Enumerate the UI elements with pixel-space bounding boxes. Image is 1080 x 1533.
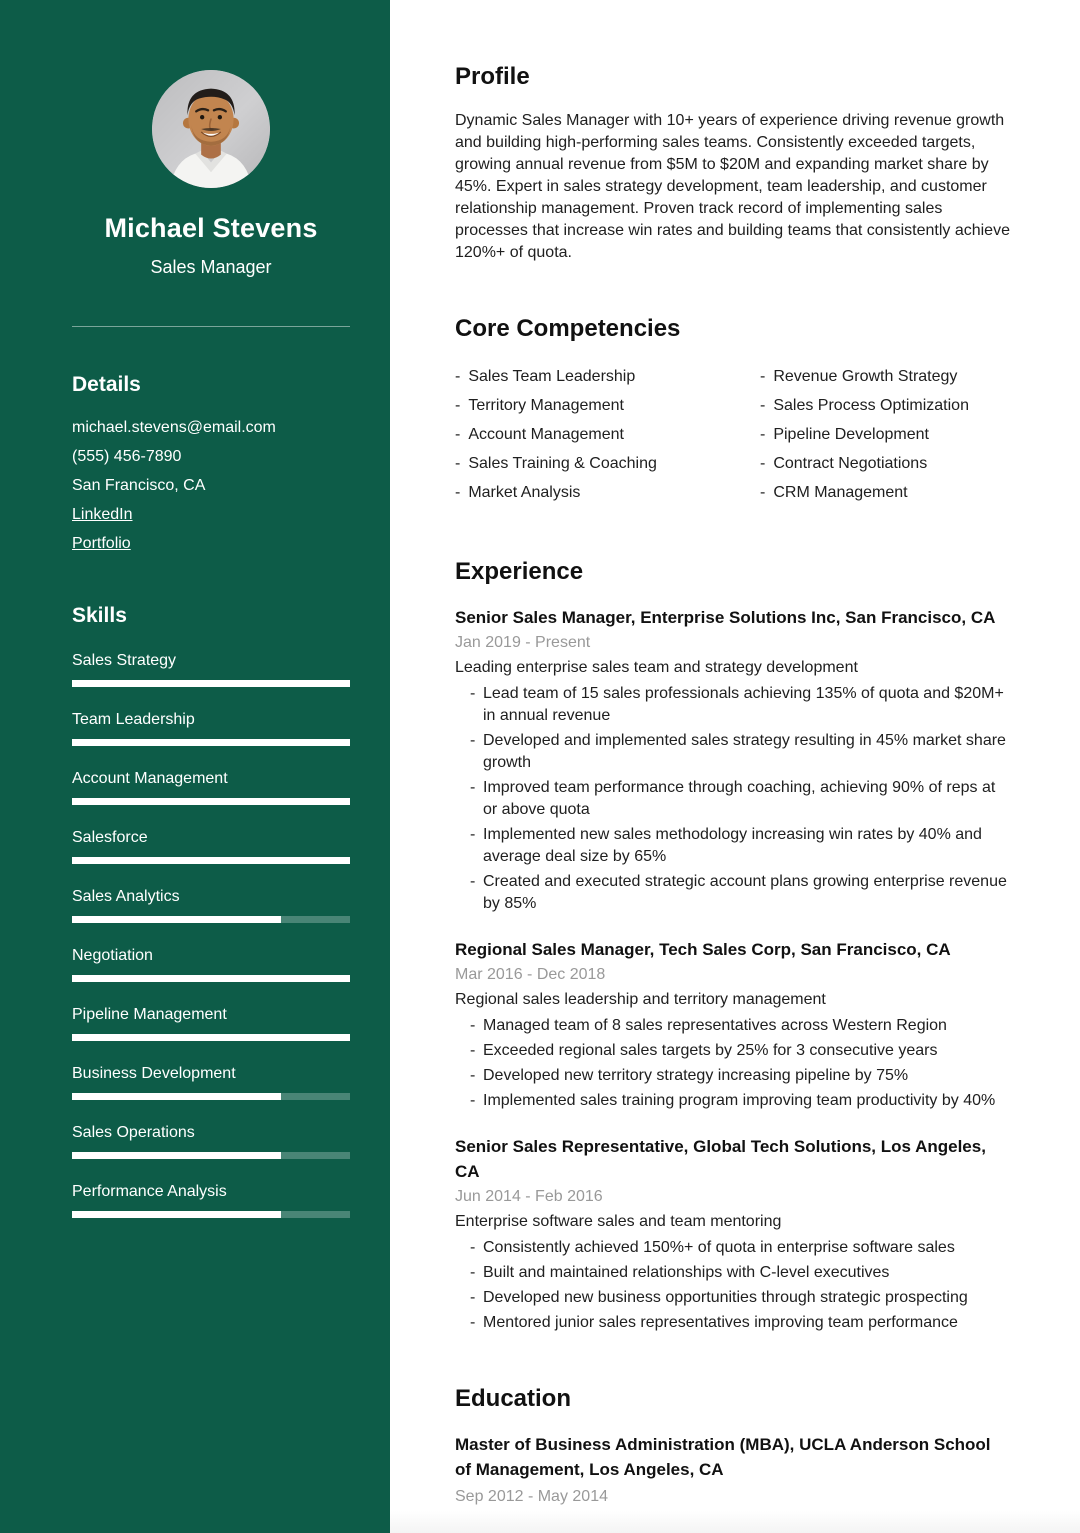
job-bullet-list bbox=[455, 1015, 1010, 1112]
education-degree: Master of Business Administration (MBA), UCLA Anderson School of Management, Los Angeles, CA bbox=[455, 1435, 991, 1479]
job-bullet: - Built and maintained relationships with C-level executives bbox=[470, 1262, 1010, 1284]
competencies-section bbox=[455, 314, 1010, 507]
job-summary: Enterprise software sales and team mentoring bbox=[455, 1213, 782, 1230]
job-bullet: - Developed new territory strategy increasing pipeline by 75% bbox=[470, 1065, 1010, 1087]
main-content bbox=[390, 0, 1080, 1533]
detail-link-row bbox=[72, 500, 350, 529]
details-heading: Details bbox=[72, 373, 141, 396]
job-bullet: - Developed and implemented sales strategy resulting in 45% market share growth bbox=[470, 730, 1010, 774]
skill-bar-track bbox=[72, 1034, 350, 1041]
avatar bbox=[152, 70, 270, 188]
competency-item: - Sales Team Leadership bbox=[455, 362, 760, 391]
skill-bar-fill bbox=[72, 1034, 350, 1041]
competency-item: - Account Management bbox=[455, 420, 760, 449]
skill-bar-fill bbox=[72, 1152, 281, 1159]
skill-item bbox=[72, 1005, 350, 1041]
skill-label: Sales Analytics bbox=[72, 888, 180, 905]
skill-bar-track bbox=[72, 1152, 350, 1159]
competency-item: - Market Analysis bbox=[455, 478, 760, 507]
skill-bar-fill bbox=[72, 1093, 281, 1100]
person-job-title: Sales Manager bbox=[150, 257, 272, 277]
sidebar-divider bbox=[72, 326, 350, 327]
sidebar-link-linkedin[interactable]: LinkedIn bbox=[72, 506, 133, 523]
skill-item bbox=[72, 710, 350, 746]
experience-job bbox=[455, 937, 1010, 1112]
education-section bbox=[455, 1384, 1010, 1509]
skills-list bbox=[72, 651, 350, 1218]
skill-bar-fill bbox=[72, 916, 281, 923]
skill-label: Salesforce bbox=[72, 829, 148, 846]
person-name: Michael Stevens bbox=[104, 213, 318, 243]
experience-job bbox=[455, 605, 1010, 915]
skill-item bbox=[72, 887, 350, 923]
competencies-right-column bbox=[760, 362, 1010, 507]
skill-item bbox=[72, 946, 350, 982]
education-heading: Education bbox=[455, 1385, 572, 1412]
skill-bar-track bbox=[72, 975, 350, 982]
job-bullet: - Implemented sales training program improving team productivity by 40% bbox=[470, 1090, 1010, 1112]
profile-section bbox=[455, 62, 1010, 264]
job-bullet: - Implemented new sales methodology increasing win rates by 40% and average deal size by 65% bbox=[470, 824, 1010, 868]
experience-heading: Experience bbox=[455, 558, 584, 585]
job-bullet: - Developed new business opportunities through strategic prospecting bbox=[470, 1287, 1010, 1309]
sidebar bbox=[0, 0, 390, 1533]
skill-label: Business Development bbox=[72, 1065, 236, 1082]
skill-label: Pipeline Management bbox=[72, 1006, 227, 1023]
skill-label: Sales Operations bbox=[72, 1124, 195, 1141]
skill-bar-fill bbox=[72, 680, 350, 687]
skill-label: Account Management bbox=[72, 770, 228, 787]
profile-heading: Profile bbox=[455, 63, 530, 90]
profile-text: Dynamic Sales Manager with 10+ years of experience driving revenue growth and building high-performing sales teams. Consistently exceeded targets, growing annual revenue from $5M to $20M and expanding market share by 45%. Expert in sales strategy development, team leadership, and customer relationship management. Proven track record of implementing sales processes that increase win rates and building teams that consistently achieve 120%+ of quota. bbox=[455, 112, 1010, 261]
competency-item: - Revenue Growth Strategy bbox=[760, 362, 1010, 391]
detail-links bbox=[72, 500, 350, 558]
competencies-heading: Core Competencies bbox=[455, 315, 681, 342]
competencies-left-column bbox=[455, 362, 760, 507]
job-title: Senior Sales Manager, Enterprise Solutions Inc, San Francisco, CA bbox=[455, 608, 996, 627]
job-dates: Jun 2014 - Feb 2016 bbox=[455, 1188, 603, 1205]
job-bullet-list bbox=[455, 1237, 1010, 1334]
skill-label: Team Leadership bbox=[72, 711, 195, 728]
skill-bar-fill bbox=[72, 798, 350, 805]
job-bullet: - Mentored junior sales representatives improving team performance bbox=[470, 1312, 1010, 1334]
job-summary: Leading enterprise sales team and strategy development bbox=[455, 659, 858, 676]
job-bullet: - Managed team of 8 sales representatives across Western Region bbox=[470, 1015, 1010, 1037]
skill-bar-track bbox=[72, 739, 350, 746]
job-summary: Regional sales leadership and territory management bbox=[455, 991, 826, 1008]
skill-item bbox=[72, 828, 350, 864]
competency-item: - Sales Training & Coaching bbox=[455, 449, 760, 478]
competency-item: - CRM Management bbox=[760, 478, 1010, 507]
skill-bar-track bbox=[72, 1211, 350, 1218]
job-dates: Jan 2019 - Present bbox=[455, 634, 591, 651]
competency-item: - Territory Management bbox=[455, 391, 760, 420]
skill-item bbox=[72, 651, 350, 687]
skill-item bbox=[72, 1182, 350, 1218]
skills-heading: Skills bbox=[72, 604, 127, 627]
skill-bar-fill bbox=[72, 739, 350, 746]
skill-bar-track bbox=[72, 916, 350, 923]
skill-label: Sales Strategy bbox=[72, 652, 177, 669]
skill-bar-track bbox=[72, 798, 350, 805]
competency-item: - Contract Negotiations bbox=[760, 449, 1010, 478]
job-title: Regional Sales Manager, Tech Sales Corp, San Francisco, CA bbox=[455, 940, 951, 959]
job-bullet: - Lead team of 15 sales professionals achieving 135% of quota and $20M+ in annual revenue bbox=[470, 683, 1010, 727]
job-bullet-list bbox=[455, 683, 1010, 915]
detail-link-row bbox=[72, 529, 350, 558]
page-bottom-fade bbox=[390, 1511, 1080, 1533]
location-text: San Francisco, CA bbox=[72, 477, 206, 494]
skill-item bbox=[72, 769, 350, 805]
sidebar-link-portfolio[interactable]: Portfolio bbox=[72, 535, 131, 552]
job-bullet: - Exceeded regional sales targets by 25% for 3 consecutive years bbox=[470, 1040, 1010, 1062]
education-dates: Sep 2012 - May 2014 bbox=[455, 1488, 608, 1505]
skill-bar-track bbox=[72, 1093, 350, 1100]
email-text: michael.stevens@email.com bbox=[72, 419, 276, 436]
skill-label: Negotiation bbox=[72, 947, 153, 964]
skill-bar-fill bbox=[72, 857, 350, 864]
skill-item bbox=[72, 1123, 350, 1159]
experience-jobs bbox=[455, 605, 1010, 1334]
job-bullet: - Consistently achieved 150%+ of quota in enterprise software sales bbox=[470, 1237, 1010, 1259]
skill-label: Performance Analysis bbox=[72, 1183, 227, 1200]
skill-bar-fill bbox=[72, 1211, 281, 1218]
skill-item bbox=[72, 1064, 350, 1100]
competency-item: - Sales Process Optimization bbox=[760, 391, 1010, 420]
competency-item: - Pipeline Development bbox=[760, 420, 1010, 449]
avatar-illustration bbox=[152, 70, 270, 188]
job-bullet: - Improved team performance through coaching, achieving 90% of reps at or above quota bbox=[470, 777, 1010, 821]
phone-text: (555) 456-7890 bbox=[72, 448, 182, 465]
experience-job bbox=[455, 1134, 1010, 1334]
competencies-columns bbox=[455, 362, 1010, 507]
job-dates: Mar 2016 - Dec 2018 bbox=[455, 966, 606, 983]
skill-bar-track bbox=[72, 857, 350, 864]
job-bullet: - Created and executed strategic account plans growing enterprise revenue by 85% bbox=[470, 871, 1010, 915]
skill-bar-fill bbox=[72, 975, 350, 982]
experience-section bbox=[455, 557, 1010, 1334]
skill-bar-track bbox=[72, 680, 350, 687]
job-title: Senior Sales Representative, Global Tech Solutions, Los Angeles, CA bbox=[455, 1137, 986, 1181]
